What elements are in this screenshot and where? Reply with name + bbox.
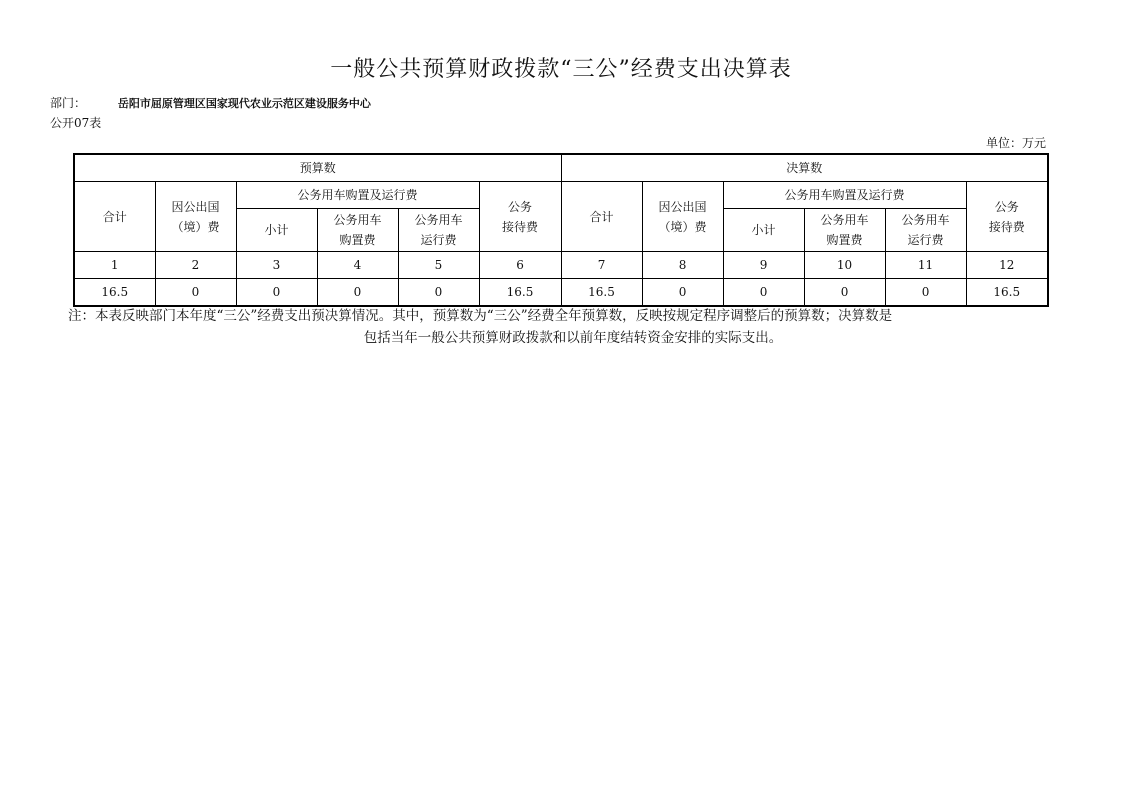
final-total-header: 合计	[561, 182, 642, 252]
unit-label: 单位：万元	[985, 136, 1046, 150]
department-label: 部门：	[50, 96, 87, 110]
column-number: 7	[561, 252, 642, 279]
final-purchase-header	[804, 209, 885, 252]
three-public-expenses-table	[73, 153, 1049, 307]
budget-vehicle-header: 公务用车购置及运行费	[236, 182, 479, 209]
final-reception-header	[966, 182, 1048, 252]
value-cell: 16.5	[561, 279, 642, 307]
budget-purchase-header	[317, 209, 398, 252]
column-number: 5	[398, 252, 479, 279]
column-number: 9	[723, 252, 804, 279]
header-line: 公务	[994, 199, 1019, 214]
column-number: 10	[804, 252, 885, 279]
budget-abroad-header	[155, 182, 236, 252]
column-number: 3	[236, 252, 317, 279]
header-line: （境）费	[171, 219, 220, 234]
value-cell: 16.5	[479, 279, 561, 307]
column-number: 6	[479, 252, 561, 279]
column-number: 8	[642, 252, 723, 279]
header-line: 公务	[508, 199, 533, 214]
form-code: 公开07表	[50, 116, 102, 130]
header-line: 公务用车	[414, 213, 463, 227]
final-operation-header	[885, 209, 966, 252]
header-line: （境）费	[658, 219, 707, 234]
header-row-groups	[74, 154, 1048, 182]
column-number: 4	[317, 252, 398, 279]
final-subtotal-header: 小计	[723, 209, 804, 252]
final-abroad-header	[642, 182, 723, 252]
header-line: 运行费	[420, 233, 457, 247]
header-line: 接待费	[988, 219, 1025, 234]
column-number: 12	[966, 252, 1048, 279]
budget-subtotal-header: 小计	[236, 209, 317, 252]
header-line: 运行费	[907, 233, 944, 247]
value-cell: 0	[398, 279, 479, 307]
note-line-2: 包括当年一般公共预算财政拨款和以前年度结转资金安排的实际支出。	[363, 330, 783, 346]
value-cell: 16.5	[74, 279, 155, 307]
value-cell: 0	[317, 279, 398, 307]
final-group-header: 决算数	[561, 154, 1048, 182]
note-line-1: 注：本表反映部门本年度“三公”经费支出预决算情况。其中，预算数为“三公”经费全年预算数，反映按规定程序调整后的预算数；决算数是	[68, 308, 893, 324]
header-line: 购置费	[339, 233, 376, 247]
table-row	[74, 279, 1048, 307]
value-cell: 0	[642, 279, 723, 307]
table-note	[68, 305, 1078, 349]
header-line: 因公出国	[658, 199, 707, 214]
header-line: 因公出国	[171, 199, 220, 214]
page-title: 一般公共预算财政拨款“三公”经费支出决算表	[330, 57, 792, 82]
budget-operation-header	[398, 209, 479, 252]
value-cell: 0	[236, 279, 317, 307]
header-line: 接待费	[502, 219, 539, 234]
department-name: 岳阳市屈原管理区国家现代农业示范区建设服务中心	[117, 97, 371, 110]
header-line: 购置费	[826, 233, 863, 247]
column-number: 11	[885, 252, 966, 279]
budget-reception-header	[479, 182, 561, 252]
header-row-categories	[74, 182, 1048, 209]
budget-group-header: 预算数	[74, 154, 561, 182]
column-number: 1	[74, 252, 155, 279]
column-number-row	[74, 252, 1048, 279]
value-cell: 16.5	[966, 279, 1048, 307]
header-line: 公务用车	[820, 213, 869, 227]
value-cell: 0	[885, 279, 966, 307]
value-cell: 0	[804, 279, 885, 307]
header-line: 公务用车	[333, 213, 382, 227]
department-row	[50, 94, 371, 111]
budget-total-header: 合计	[74, 182, 155, 252]
column-number: 2	[155, 252, 236, 279]
value-cell: 0	[723, 279, 804, 307]
header-line: 公务用车	[901, 213, 950, 227]
value-cell: 0	[155, 279, 236, 307]
final-vehicle-header: 公务用车购置及运行费	[723, 182, 966, 209]
